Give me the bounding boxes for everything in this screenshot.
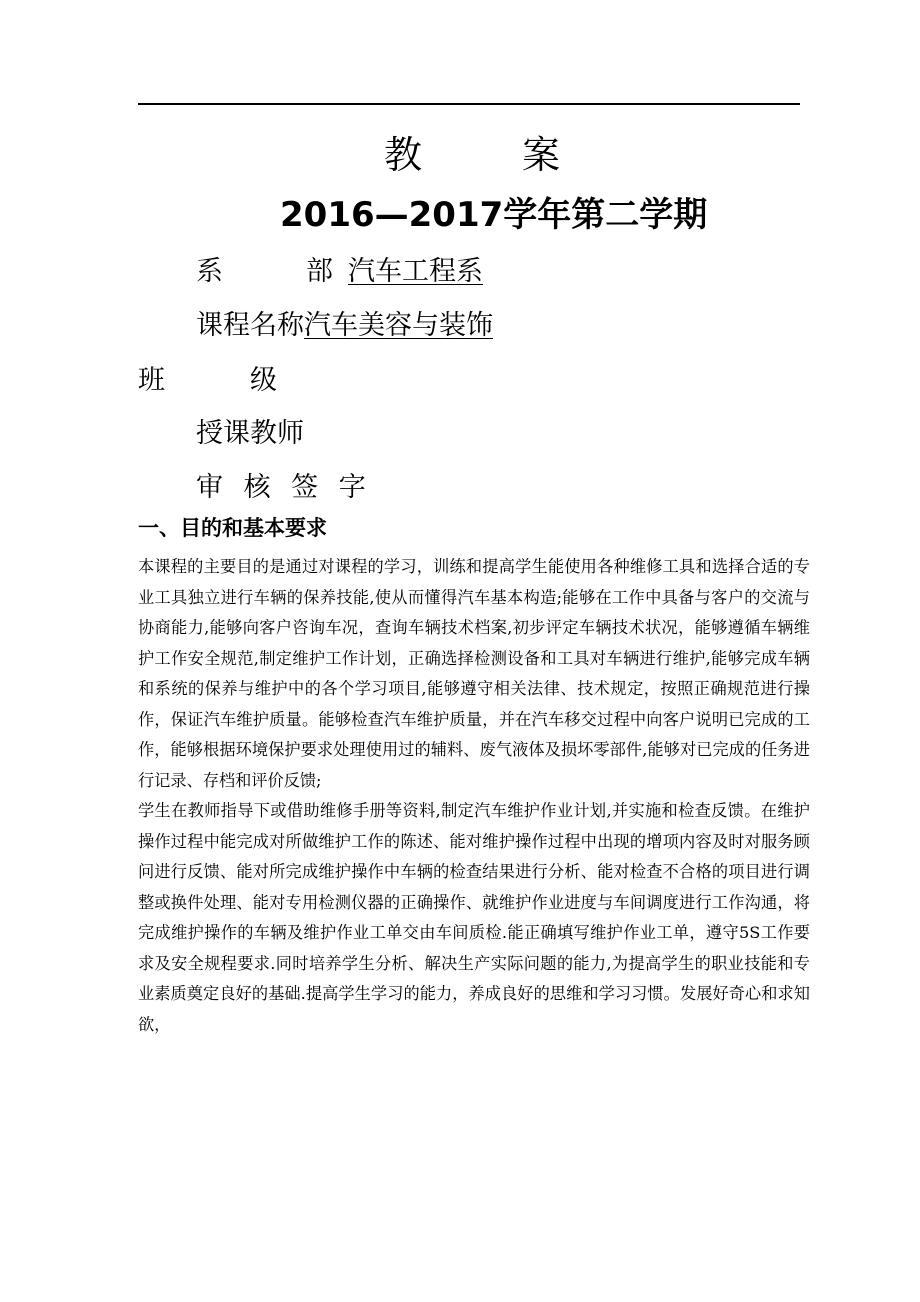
body-paragraph: 本课程的主要目的是通过对课程的学习，训练和提高学生能使用各种维修工具和选择合适的专业工具独立进行车辆的保养技能,使从而懂得汽车基本构造;能够在工作中具备与客户的交流与协商能力,能够向客户咨询车况，查询车辆技术档案,初步评定车辆技术状况，能够遵循车辆维护工作安全规范,制定维护工作计划，正确选择检测设备和工具对车辆进行维护,能够完成车辆和系统的保养与维护中的各个学习项目,能够遵守相关法律、技术规定，按照正确规范进行操作，保证汽车维护质量。能够检查汽车维护质量，并在汽车移交过程中向客户说明已完成的工作，能够根据环境保护要求处理使用过的辅料、废气液体及损坏零部件,能够对已完成的任务进行记录、存档和评价反馈; [138, 557, 810, 790]
class-label-a: 班 [138, 365, 165, 396]
department-label-b: 部 [306, 256, 333, 287]
department-value: 汽车工程系 [348, 256, 483, 287]
term-title: 2016—2017学年第二学期 [280, 195, 708, 235]
teacher-label: 授课教师 [196, 418, 304, 449]
section-heading: 一、目的和基本要求 [138, 516, 327, 540]
body-paragraph: 学生在教师指导下或借助维修手册等资料,制定汽车维护作业计划,并实施和检查反馈。在维护操作过程中能完成对所做维护工作的陈述、能对维护操作过程中出现的增项内容及时对服务顾问进行反馈、能对所完成维护操作中车辆的检查结果进行分析、能对检查不合格的项目进行调整或换件处理、能对专用检测仪器的正确操作、就维护作业进度与车间调度进行工作沟通，将完成维护操作的车辆及维护作业工单交由车间质检.能正确填写维护作业工单，遵守5S工作要求及安全规程要求.同时培养学生分析、解决生产实际问题的能力,为提高学生的职业技能和专业素质奠定良好的基础.提高学生学习的能力，养成良好的思维和学习习惯。发展好奇心和求知欲， [138, 801, 810, 1034]
doc-title-left: 教 [384, 133, 423, 177]
review-signature-label: 审 核 签 字 [196, 472, 372, 503]
doc-title-right: 案 [522, 133, 561, 177]
course-label: 课程名称 [196, 310, 304, 341]
class-label-b: 级 [250, 365, 277, 396]
header-rule [138, 103, 800, 105]
department-label-a: 系 [196, 256, 223, 287]
section-body [138, 552, 810, 1040]
course-value: 汽车美容与装饰 [304, 310, 493, 341]
